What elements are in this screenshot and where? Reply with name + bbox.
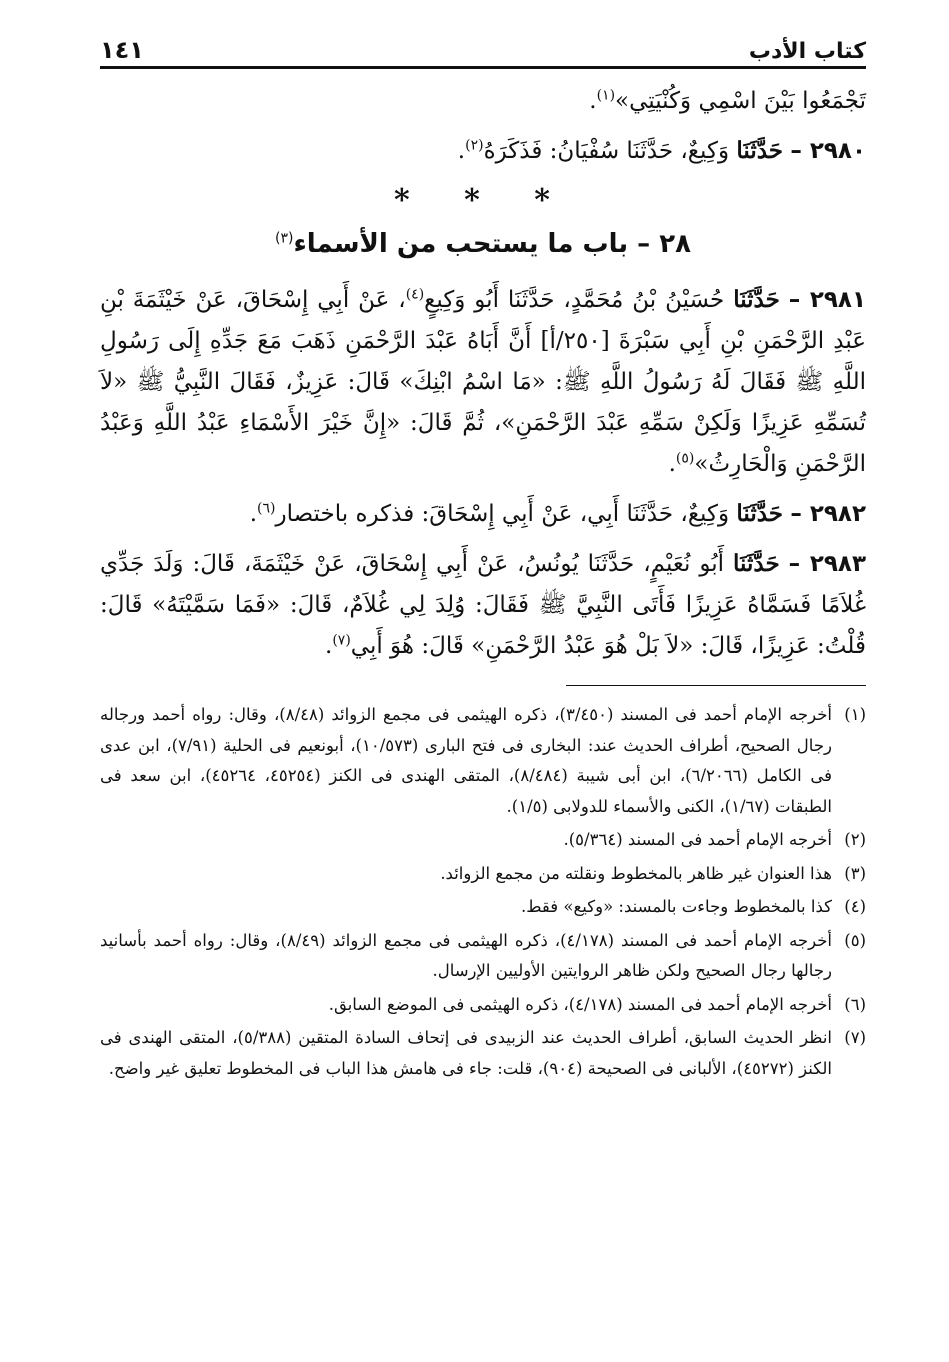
page-number: ١٤١ (100, 36, 144, 64)
footnote-5 (100, 926, 866, 987)
running-header (100, 28, 866, 69)
hadith-text-part-2: ، عَنْ أَبِي إِسْحَاقَ، عَنْ خَيْثَمَةَ بْنِ عَبْدِ الرَّحْمَنِ بْنِ أَبِي سَبْرَةَ [٢٥٠/أ] أَنَّ أَبَاهُ عَبْدَ الرَّحْمَنِ ذَهَبَ مَعَ جَدِّهِ إِلَى رَسُولِ اللَّهِ ﷺ فَقَالَ لَهُ رَسُولُ اللَّهِ ﷺ: «مَا اسْمُ ابْنِكَ» قَالَ: عَزِيزٌ، فَقَالَ النَّبِيُّ ﷺ «لاَ تُسَمِّهِ عَزِيزًا وَلَكِنْ سَمِّهِ عَبْدَ الرَّحْمَنِ»، ثُمَّ قَالَ: «إِنَّ خَيْرَ الأَسْمَاءِ عَبْدُ اللَّهِ وَعَبْدُ الرَّحْمَنِ وَالْحَارِثُ» (100, 287, 866, 477)
hadith-text: أَبُو نُعَيْمٍ، حَدَّثَنَا يُونُسُ، عَنْ أَبِي إِسْحَاقَ، عَنْ خَيْثَمَةَ، قَالَ: وَلَدَ جَدِّي غُلاَمًا فَسَمَّاهُ عَزِيزًا فَأَتَى النَّبِيَّ ﷺ فَقَالَ: وُلِدَ لِي غُلاَمٌ، قَالَ: «فَمَا سَمَّيْتَهُ» قَالَ: قُلْتُ: عَزِيزًا، قَالَ: «لاَ بَلْ هُوَ عَبْدُ الرَّحْمَنِ» قَالَ: هُوَ أَبِي (100, 551, 866, 659)
narration-lead: حَدَّثَنَا (733, 286, 780, 313)
footnote-label: (٧) (844, 1028, 866, 1047)
hadith-number: ٢٩٨٢ – (790, 501, 866, 527)
footnote-ref-5: (٥) (675, 450, 695, 467)
hadith-number: ٢٩٨٠ – (790, 138, 866, 164)
footnote-label: (١) (844, 705, 867, 724)
footnote-label: (٤) (844, 897, 866, 916)
footnote-ref-1: (١) (596, 87, 616, 104)
chapter-heading (100, 224, 866, 265)
footnote-2 (100, 825, 866, 856)
footnote-label: (٦) (844, 994, 866, 1014)
footnote-text: هذا العنوان غير ظاهر بالمخطوط ونقلته من مجمع الزوائد. (440, 863, 832, 883)
footnote-ref-7: (٧) (332, 632, 351, 649)
section-divider-stars: * * * (394, 183, 572, 218)
footnote-text: أخرجه الإمام أحمد فى المسند (٤/١٧٨)، ذكره الهيثمى فى الموضع السابق. (328, 994, 832, 1014)
footnote-label: (٢) (844, 830, 866, 849)
footnote-separator (566, 685, 866, 686)
sentence-end: . (457, 138, 466, 164)
hadith-2981 (100, 279, 866, 485)
narration-lead: حَدَّثَنَا (736, 137, 784, 164)
footnote-1 (100, 700, 866, 822)
footnote-7 (100, 1023, 866, 1084)
book-page (100, 28, 866, 1338)
chapter-title: ٢٨ – باب ما يستحب من الأسماء (293, 229, 691, 259)
footnote-ref-4: (٤) (405, 286, 425, 303)
footnote-text: أخرجه الإمام أحمد فى المسند (٣/٤٥٠)، ذكره الهيثمى فى مجمع الزوائد (٨/٤٨)، وقال: رواه أحمد ورجاله رجال الصحيح، أطراف الحديث عند: البخارى فى فتح البارى (١٠/٥٧٣)، أبونعيم فى الحلية (٧/٩١)، ابن عدى فى الكامل (٦/٢٠٦٦)، ابن أبى شيبة (٨/٤٨٤)، المتقى الهندى فى الكنز (٤٥٢٥٤، ٤٥٢٦٤)، ابن سعد فى الطبقات (١/٦٧)، الكنى والأسماء للدولابى (١/٥). (100, 705, 833, 816)
sentence-end: . (589, 88, 597, 114)
hadith-text-part-1: حُسَيْنُ بْنُ مُحَمَّدٍ، حَدَّثَنَا أَبُو وَكِيعٍ (424, 287, 734, 313)
footnote-3 (100, 859, 866, 890)
narration-lead: حَدَّثَنَا (733, 550, 780, 577)
narration-lead: حَدَّثَنَا (736, 500, 784, 527)
footnote-6 (100, 990, 866, 1021)
footnote-text: انظر الحديث السابق، أطراف الحديث عند الزبيدى فى إتحاف السادة المتقين (٥/٣٨٨)، المتقى الهندى فى الكنز (٤٥٢٧٢)، الألبانى فى الصحيحة (٩٠٤)، قلت: جاء فى هامش هذا الباب فى المخطوط تعليق غير واضح. (100, 1028, 832, 1078)
hadith-number: ٢٩٨١ – (788, 287, 866, 313)
hadith-2980 (100, 130, 866, 172)
book-title: كتاب الأدب (748, 39, 866, 64)
sentence-end: . (325, 633, 333, 659)
footnote-4 (100, 892, 866, 923)
footnote-text: أخرجه الإمام أحمد فى المسند (٥/٣٦٤). (563, 830, 832, 849)
sentence-end: . (249, 501, 258, 527)
footnote-text: أخرجه الإمام أحمد فى المسند (٤/١٧٨)، ذكره الهيثمى فى مجمع الزوائد (٨/٤٩)، وقال: رواه أحمد بأسانيد رجالها رجال الصحيح ولكن ظاهر الروايتين الأوليين الإرسال. (100, 930, 833, 980)
footnotes (100, 700, 866, 1084)
footnote-ref-6: (٦) (257, 500, 276, 517)
footnote-ref-2: (٢) (465, 137, 484, 154)
hadith-text: وَكِيعٌ، حَدَّثَنَا أَبِي، عَنْ أَبِي إِسْحَاقَ: فذكره باختصار (275, 501, 737, 527)
footnote-label: (٣) (844, 863, 866, 883)
main-text (100, 81, 866, 667)
hadith-text: وَكِيعٌ، حَدَّثَنَا سُفْيَانُ: فَذَكَرَهُ (483, 138, 737, 164)
sentence-end: . (668, 451, 676, 477)
hadith-number: ٢٩٨٣ – (788, 551, 866, 577)
hadith-2983 (100, 543, 866, 667)
footnote-label: (٥) (844, 930, 867, 950)
footnote-text: كذا بالمخطوط وجاءت بالمسند: «وكيع» فقط. (521, 897, 832, 916)
hadith-2982 (100, 493, 866, 535)
continuation-line (100, 81, 866, 122)
footnote-ref-3: (٣) (275, 230, 294, 247)
continuation-text: تَجْمَعُوا بَيْنَ اسْمِي وَكُنْيَتِي» (615, 88, 866, 114)
